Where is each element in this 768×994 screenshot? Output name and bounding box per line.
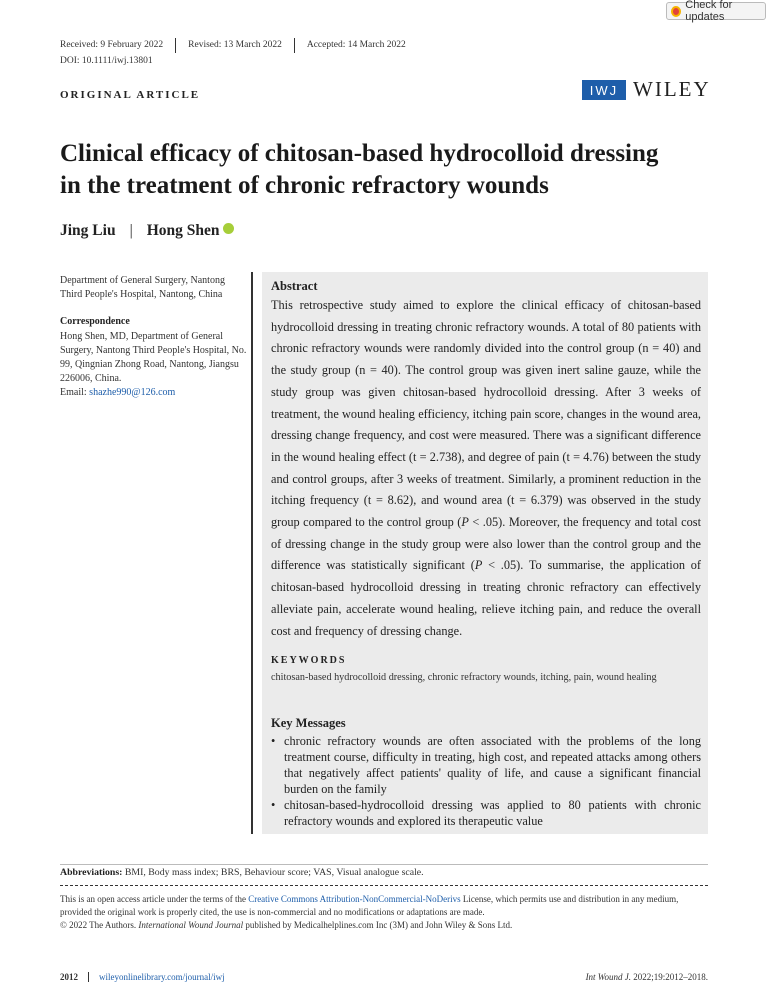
article-type: ORIGINAL ARTICLE [60, 89, 201, 101]
publisher-logo: WILEY [633, 77, 711, 101]
license-link[interactable]: Creative Commons Attribution-NonCommercial-NoDerivs [248, 894, 461, 904]
footer-left [60, 972, 225, 982]
citation-details: 2022;19:2012–2018. [630, 972, 708, 982]
abbreviations-text: BMI, Body mass index; BRS, Behaviour score; VAS, Visual analogue scale. [122, 867, 424, 878]
page-number: 2012 [60, 972, 89, 982]
column-divider [251, 272, 253, 834]
correspondence-address: Hong Shen, MD, Department of General Surgery, Nantong Third People's Hospital, No. 99, Qingnian Zhong Road, Nantong, Jiangsu 226006, China. [60, 331, 247, 384]
keywords-text: chitosan-based hydrocolloid dressing, chronic refractory wounds, itching, pain, wound healing [271, 672, 657, 683]
key-messages-list [271, 733, 701, 829]
article-title [60, 138, 700, 202]
correspondence-details [60, 330, 250, 400]
p-symbol: P [461, 515, 469, 530]
key-message-2: chitosan-based-hydrocolloid dressing was applied to 80 patients with chronic refractory wounds and explored its therapeutic value [284, 798, 701, 828]
list-item: • chronic refractory wounds are often associated with the problems of the long treatment course, difficulty in treating, high cost, and repeated attacks among others that negatively affect patients' quality of life, and cause a significant financial burden on the family [271, 734, 701, 796]
author-separator: | [129, 222, 133, 239]
abstract-heading: Abstract [271, 279, 318, 293]
license-text-2: License, which permits use and distribution in any medium, provided the original work is properly cited, the use is non-commercial and no modifications or adaptations are made. [60, 894, 679, 917]
check-for-updates-label: Check for updates [685, 0, 733, 23]
check-for-updates-button[interactable] [666, 0, 766, 23]
email-link[interactable]: shazhe990@126.com [89, 387, 176, 398]
key-message-1: chronic refractory wounds are often associated with the problems of the long treatment course, difficulty in treating, high cost, and repeated attacks among others that negatively affect patients' quality of life, and cause a significant financial burden on the family [284, 734, 701, 796]
author-list [60, 222, 234, 240]
page-footer [60, 972, 708, 982]
title-line-2: in the treatment of chronic refractory wounds [60, 172, 549, 199]
author-1[interactable]: Jing Liu [60, 222, 116, 239]
article-dates [60, 38, 418, 53]
key-messages-heading: Key Messages [271, 716, 346, 730]
citation [586, 972, 708, 982]
title-line-1: Clinical efficacy of chitosan-based hydrocolloid dressing [60, 140, 659, 167]
abbreviations [60, 864, 708, 878]
affiliation: Department of General Surgery, Nantong Third People's Hospital, Nantong, China [60, 275, 225, 300]
abbreviations-label: Abbreviations: [60, 867, 123, 878]
email-label: Email: [60, 387, 90, 398]
crossmark-icon [671, 6, 681, 17]
copyright-text-2: published by Medicalhelplines.com Inc (3M) and John Wiley & Sons Ltd. [243, 920, 513, 930]
abstract-part-3: < .05). To summarise, the application of chitosan-based hydrocolloid dressing in treating chronic refractory can effectively alleviate pain, accelerate wound healing, relieve itching pain, and reduce the overall cost and frequency of dressing change. [271, 558, 701, 638]
citation-journal: Int Wound J. [585, 972, 631, 982]
correspondence-heading: Correspondence [60, 316, 130, 327]
journal-url-link[interactable]: wileyonlinelibrary.com/journal/iwj [99, 972, 225, 982]
journal-logo: IWJ [582, 80, 626, 100]
doi: DOI: 10.1111/iwj.13801 [60, 56, 153, 66]
copyright-text-1: © 2022 The Authors. [60, 920, 139, 930]
orcid-icon[interactable] [223, 223, 234, 234]
license-notice [60, 893, 708, 932]
received-date: Received: 9 February 2022 [60, 40, 164, 50]
journal-name: International Wound Journal [138, 920, 244, 930]
license-text-1: This is an open access article under the terms of the [60, 894, 249, 904]
p-symbol: P [474, 558, 483, 573]
revised-date: Revised: 13 March 2022 [175, 38, 294, 53]
dashed-divider [60, 885, 708, 886]
author-2[interactable]: Hong Shen [146, 222, 220, 239]
accepted-date: Accepted: 14 March 2022 [294, 38, 418, 53]
keywords-heading: KEYWORDS [271, 655, 347, 666]
list-item: • chitosan-based-hydrocolloid dressing was applied to 80 patients with chronic refractory wounds and explored its therapeutic value [271, 798, 701, 828]
abstract-part-1: This retrospective study aimed to explore the clinical efficacy of chitosan-based hydrocolloid dressing in treating chronic refractory wounds. A total of 80 patients with chronic refractory wounds were randomly divided into the control group (n = 40) and the study group (n = 40). The control group was given inert saline gauze, while the study group was given chitosan-based hydrocolloid dressing. After 3 weeks of treatment, the wound healing efficiency, itching pain score, changes in the wound area, dressing change frequency, and cost were measured. There was a significant difference in the wound healing effect (t = 2.738), and degree of pain (t = 4.76) between the study and control groups, after 3 weeks of treatment. Similarly, a prominent reduction in the itching frequency (t = 8.62), and wound area (t = 6.379) was observed in the study group compared to the control group ( [271, 298, 701, 530]
abstract-text [271, 295, 701, 642]
abstract-part-2: < .05). Moreover, the frequency and total cost of dressing change in the study group were also lower than the control group and the difference was statistically significant ( [271, 515, 701, 573]
